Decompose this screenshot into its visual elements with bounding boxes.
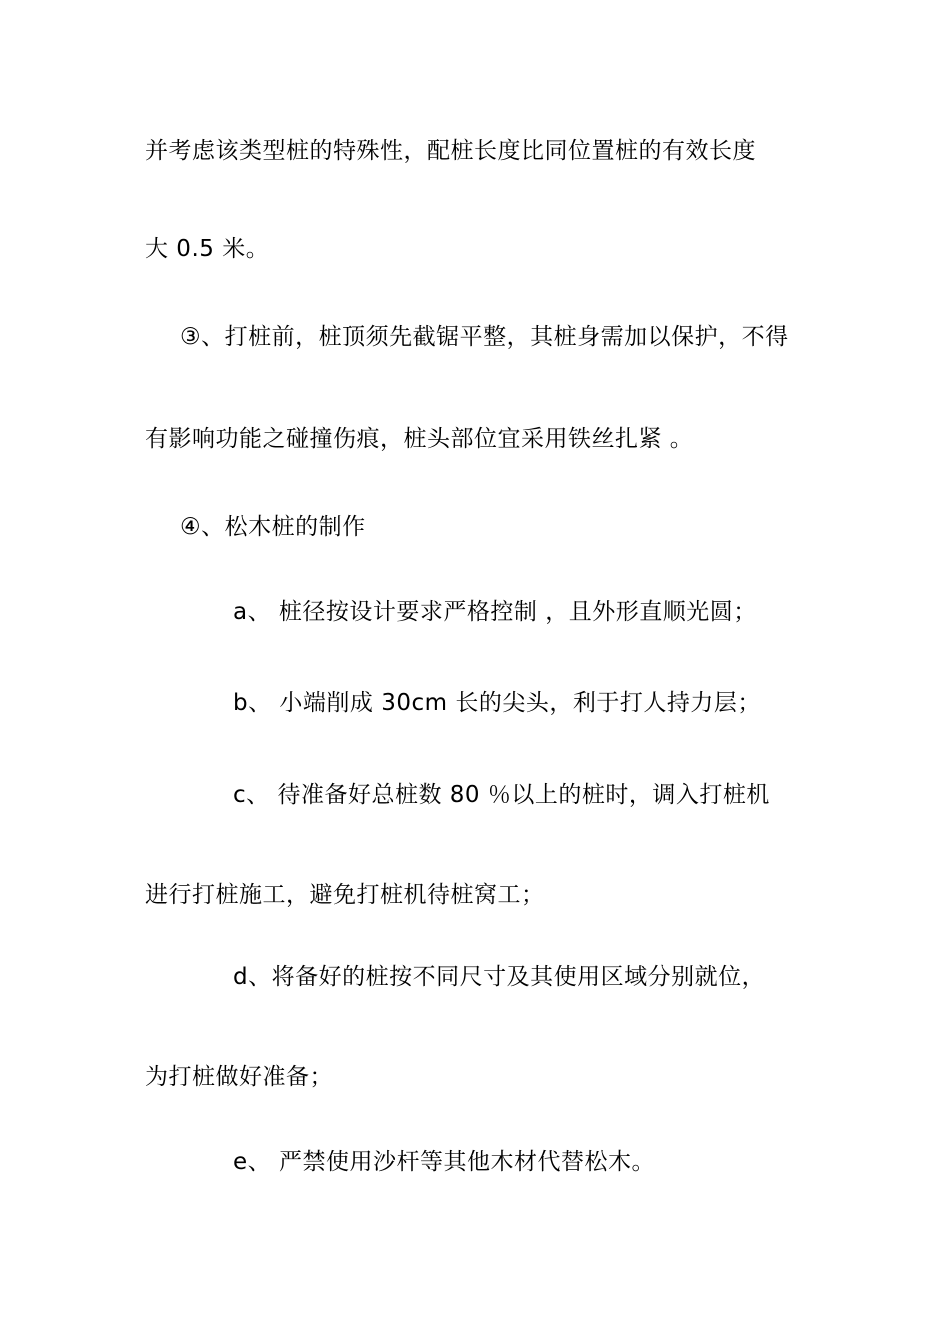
sub-item-a: a、 桩径按设计要求严格控制 ，且外形直顺光圆； [233,599,757,625]
sub-item-c-line-1: c、 待准备好总桩数 80 ％以上的桩时，调入打桩机 [233,782,770,808]
sub-item-e: e、 严禁使用沙杆等其他木材代替松木。 [233,1149,655,1175]
paragraph-continuation-line: 并考虑该类型桩的特殊性，配桩长度比同位置桩的有效长度 [145,138,756,164]
item-4-heading: ④、松木桩的制作 [180,514,366,540]
sub-item-c-line-2: 进行打桩施工，避免打桩机待桩窝工； [145,882,545,908]
sub-item-d-line-2: 为打桩做好准备； [145,1064,333,1090]
sub-item-d-line-1: d、将备好的桩按不同尺寸及其使用区域分别就位， [233,964,766,990]
item-3-line-1: ③、打桩前，桩顶须先截锯平整，其桩身需加以保护，不得 [180,324,789,350]
paragraph-end-line: 大 0.5 米。 [145,236,270,262]
item-3-line-2: 有影响功能之碰撞伤痕，桩头部位宜采用铁丝扎紧 。 [145,426,694,452]
sub-item-b: b、 小端削成 30cm 长的尖头，利于打人持力层； [233,690,761,716]
